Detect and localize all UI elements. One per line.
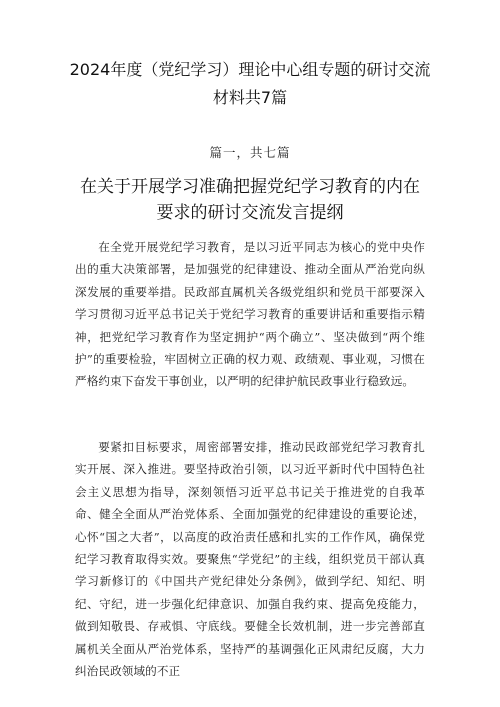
document-title — [60, 56, 440, 112]
article-title-line-1: 在关于开展学习准确把握党纪学习教育的内在 — [80, 177, 420, 197]
section-label: 篇一，共七篇 — [209, 145, 291, 160]
article-title — [58, 174, 442, 226]
document-title-line-1: 2024年度（党纪学习）理论中心组专题的研讨交流 — [69, 60, 431, 79]
article-title-line-2: 要求的研讨交流发言提纲 — [156, 203, 344, 223]
document-title-line-2: 材料共7篇 — [212, 88, 288, 107]
body-paragraph-1: 在全党开展党纪学习教育，是以习近平同志为核心的党中央作出的重大决策部署，是加强党的纪律建设、推动全面从严治党向纵深发展的重要举措。民政部直属机关各级党组织和党员干部要深入学习贯彻习近平总书记关于党纪学习教育的重要讲话和重要指示精神，把党纪学习教育作为坚定拥护“两个确立”、坚决做到“两个维护”的重要检验，牢固树立正确的权力观、政绩观、事业观，习惯在严格约束下奋发干事创业，以严明的纪律护航民政事业行稳致远。 — [75, 240, 425, 389]
body-paragraph-2: 要紧扣目标要求，周密部署安排，推动民政部党纪学习教育扎实开展、深入推进。要坚持政治引领，以习近平新时代中国特色社会主义思想为指导，深刻领悟习近平总书记关于推进党的自我革命、健全全面从严治党体系、全面加强党的纪律建设的重要论述，心怀“国之大者”，以高度的政治责任感和扎实的工作作风，确保党纪学习教育取得实效。要聚焦“学党纪”的主线，组织党员干部认真学习新修订的《中国共产党纪律处分条例》，做到学纪、知纪、明纪、守纪，进一步强化纪律意识、加强自我约束、提高免疫能力，做到知敬畏、存戒惧、守底线。要健全长效机制，进一步完善部直属机关全面从严治党体系，坚持严的基调强化正风肃纪反腐，大力纠治民政领域的不正 — [75, 440, 425, 679]
